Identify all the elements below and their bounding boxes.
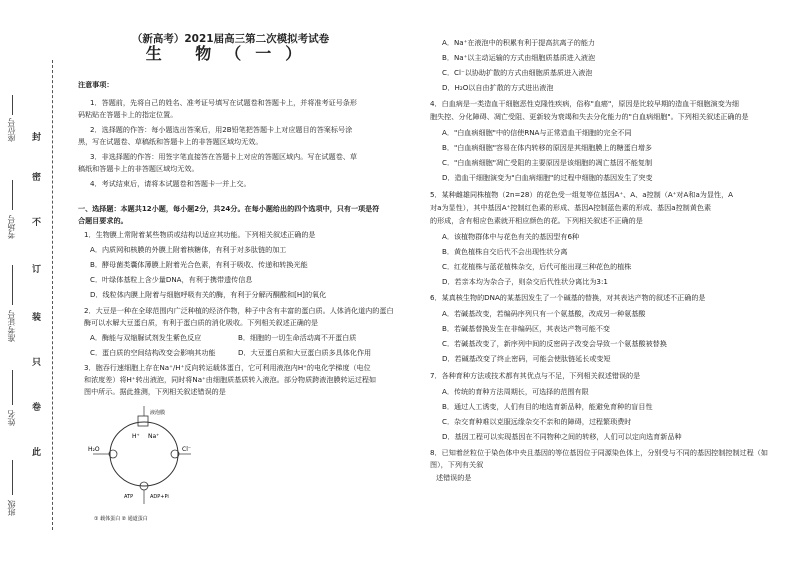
membrane-label: 液泡膜 xyxy=(150,410,166,416)
question-stem: 对a为显性），其中基因A⁺控制红色素的形成、基因A控制蓝色素的形成、基因a控制黄色素 xyxy=(430,203,712,212)
option-text: B．酵母菌类囊体薄膜上附着光合色素，有利于吸收、传递和转换光能 xyxy=(90,260,308,269)
question-stem: 3．胞吞行速细胞上存在Na⁺/H⁺反向转运载体蛋白，它可利用液泡内H⁺的电化学梯度（电位 xyxy=(84,363,371,372)
question-stem: 8．已知着丝粒位于染色体中央且基因的等位基因位于同源染色体上，分别受与不同的基因控制控制过程（如图），下列有关叙 xyxy=(430,448,768,469)
option-text: B．"白血病细胞"容易在体内转移的原因是其细胞膜上的糖蛋白增多 xyxy=(442,143,653,152)
option-text: C．"白血病细胞"凋亡受阻的主要原因是该细胞的凋亡基因不能复制 xyxy=(442,158,653,167)
seal-char: 此 xyxy=(32,448,42,458)
question-stem: 7．各种育种方法或技术都有其优点与不足，下列相关叙述错误的是 xyxy=(430,371,641,380)
notice-heading: 注意事项： xyxy=(78,80,114,89)
vacuole-transport-figure xyxy=(88,402,200,532)
adp-label: ADP+Pi xyxy=(150,494,169,500)
seal-char: 封 xyxy=(32,133,42,143)
seal-char: 装 xyxy=(32,313,42,323)
notice-line: 稿纸和答题卡上的非答题区域均无效。 xyxy=(78,164,199,173)
seal-char: 不 xyxy=(32,218,42,228)
notice-line: 4．考试结束后，请将本试题卷和答题卡一并上交。 xyxy=(90,179,251,188)
question-stem: 酶可以水解大豆蛋白质，有利于蛋白质的消化吸收。下列相关叙述正确的是 xyxy=(84,318,319,327)
seal-char: 订 xyxy=(32,265,42,275)
section-heading: 合题目要求的。 xyxy=(78,216,128,225)
exam-room-blank[interactable] xyxy=(12,180,13,210)
name-field: 姓名 xyxy=(7,410,16,426)
notice-line: 3．非选择题的作答：用签字笔直接答在答题卡上对应的答题区域内。写在试题卷、草 xyxy=(90,152,357,161)
option-text: B．细胞的一切生命活动离不开蛋白质 xyxy=(238,333,357,342)
option-text: C．红花植株与蓝花植株杂交，后代可能出现三种花色的植株 xyxy=(442,262,632,271)
question-stem: 6．某真核生物的DNA的某基因发生了一个碱基的替换，对其表达产物的叙述不正确的是 xyxy=(430,293,706,302)
question-stem: 胞失控、分化障碍、凋亡受阻、更新较为衰竭和失去分化能力的"白血病细胞"。下列相关叙述正确的是 xyxy=(430,112,749,121)
option-text: A．传统的育种方法周期长，可选择的范围有限 xyxy=(442,387,589,396)
option-text: C．蛋白质的空间结构改变会影响其功能 xyxy=(90,348,216,357)
option-text: D．若亲本均为杂合子，则杂交后代性状分离比为3:1 xyxy=(442,277,608,286)
option-text: A．若碱基改变，若编码序列只有一个氨基酸，改成另一种氨基酸 xyxy=(442,309,646,318)
option-text: B．Na⁺以主动运输的方式由细胞质基质进入液泡 xyxy=(442,53,596,62)
option-text: D．H₂O以自由扩散的方式进出液泡 xyxy=(442,83,554,92)
question-stem: 述错误的是 xyxy=(436,473,472,482)
admission-number-field: 准考证号 xyxy=(7,310,16,342)
option-text: C．Cl⁻以协助扩散的方式由细胞质基质进入液泡 xyxy=(442,68,593,77)
class-field: 班级 xyxy=(7,500,16,516)
option-text: A．"白血病细胞"中的信使RNA与正常造血干细胞的完全不同 xyxy=(442,128,632,137)
question-stem: 的形成，含有相应色素就开相应颜色的花。下列相关叙述不正确的是 xyxy=(430,216,643,225)
name-blank[interactable] xyxy=(12,370,13,405)
question-stem: 和浓度差）将H⁺转出液泡，同时将Na⁺由细胞质基质转入液泡。部分物质跨液泡膜转运过程如 xyxy=(84,375,377,384)
notice-line: 1．答题前，先将自己的姓名、准考证号填写在试题卷和答题卡上，并将准考证号条形 xyxy=(90,98,357,107)
seal-char: 卷 xyxy=(32,403,42,413)
proton-label: H⁺ xyxy=(132,433,140,440)
carrier-protein xyxy=(138,416,148,426)
option-text: B．若碱基替换发生在非编码区，其表达产物可能不变 xyxy=(442,324,611,333)
exam-room-field: 考场号 xyxy=(7,215,16,239)
vacuole-membrane xyxy=(110,422,178,486)
notice-line: 2．选择题的作答：每小题选出答案后，用2B铅笔把答题卡上对应题目的答案标号涂 xyxy=(90,125,353,134)
subject-title: 生 物（一） xyxy=(145,44,316,63)
option-text: A．酶能与双缩脲试剂发生紫色反应 xyxy=(90,333,202,342)
question-stem: 图中所示。据此推测，下列相关叙述错误的是 xyxy=(84,387,226,396)
option-text: C．杂交育种难以克服远缘杂交不亲和的障碍，过程繁琐费时 xyxy=(442,417,632,426)
question-stem: 4．白血病是一类造血干细胞恶性克隆性疾病，俗称"血癌"，原因是比较早期的造血干细胞演变为细 xyxy=(430,99,739,108)
section-heading: 一、选择题：本题共12小题，每小题2分，共24分。在每小题给出的四个选项中，只有一项是符 xyxy=(78,204,380,213)
option-text: D．若碱基改变了终止密码，可能会使肽链延长或变短 xyxy=(442,354,611,363)
chloride-label: Cl⁻ xyxy=(182,446,192,453)
question-stem: 5．某种雌雄同株植物（2n=28）的花色受一组复等位基因A⁺、A、a控制（A⁺对A和a为显性，A xyxy=(430,190,734,199)
option-text: D．线粒体内膜上附着与细胞呼吸有关的酶，有利于分解丙酮酸和[H]的氧化 xyxy=(90,290,327,299)
option-text: B．通过人工诱变，人们有目的地选育新品种，能避免育种的盲目性 xyxy=(442,402,653,411)
option-text: D．基因工程可以实现基因在不同物种之间的转移，人们可以定向选育新品种 xyxy=(442,432,682,441)
figure-legend: ① 载体蛋白 ② 通道蛋白 xyxy=(94,516,148,522)
option-text: D．大豆蛋白质和大豆蛋白质多具体化作用 xyxy=(238,348,372,357)
option-text: B．黄色植株自交后代不会出现性状分离 xyxy=(442,247,568,256)
seal-char: 密 xyxy=(32,173,42,183)
option-text: A．该植物群体中与花色有关的基因型有6种 xyxy=(442,232,580,241)
option-text: C．叶绿体基粒上含少量DNA，有利于携带遗传信息 xyxy=(90,275,253,284)
notice-line: 黑，写在试题卷、草稿纸和答题卡上的非答题区域均无效。 xyxy=(78,137,263,146)
binding-margin xyxy=(0,0,62,562)
seal-char: 只 xyxy=(32,358,42,368)
atp-label: ATP xyxy=(124,494,134,500)
admission-number-blank[interactable] xyxy=(12,265,13,305)
question-stem: 1．生物膜上常附着某些物质或结构以适应其功能。下列相关叙述正确的是 xyxy=(84,230,316,239)
binding-line xyxy=(52,60,53,530)
class-blank[interactable] xyxy=(12,460,13,495)
seat-number-blank[interactable] xyxy=(12,95,13,115)
notice-line: 码粘贴在答题卡上的指定位置。 xyxy=(78,110,178,119)
option-text: A．Na⁺在液泡中的积累有利于提高抗离子的能力 xyxy=(442,38,596,47)
exam-title: （新高考）2021届高三第二次模拟考试卷 xyxy=(131,33,330,45)
seat-number-field: 座位号 xyxy=(7,118,16,142)
option-text: D．造血干细胞演变为"白血病细胞"的过程中细胞的基因发生了突变 xyxy=(442,173,653,182)
water-label: H₂O xyxy=(88,446,100,453)
option-text: C．若碱基改变了，新序列中间的反密码子改变会导致一个氨基酸被替换 xyxy=(442,339,667,348)
question-stem: 2．大豆是一种在全球范围内广泛种植的经济作物，种子中含有丰富的蛋白质。人体消化道内的蛋白 xyxy=(84,306,394,315)
sodium-label: Na⁺ xyxy=(148,433,160,440)
option-text: A．内质网和核膜的外膜上附着核糖体，有利于对多肽链的加工 xyxy=(90,245,287,254)
